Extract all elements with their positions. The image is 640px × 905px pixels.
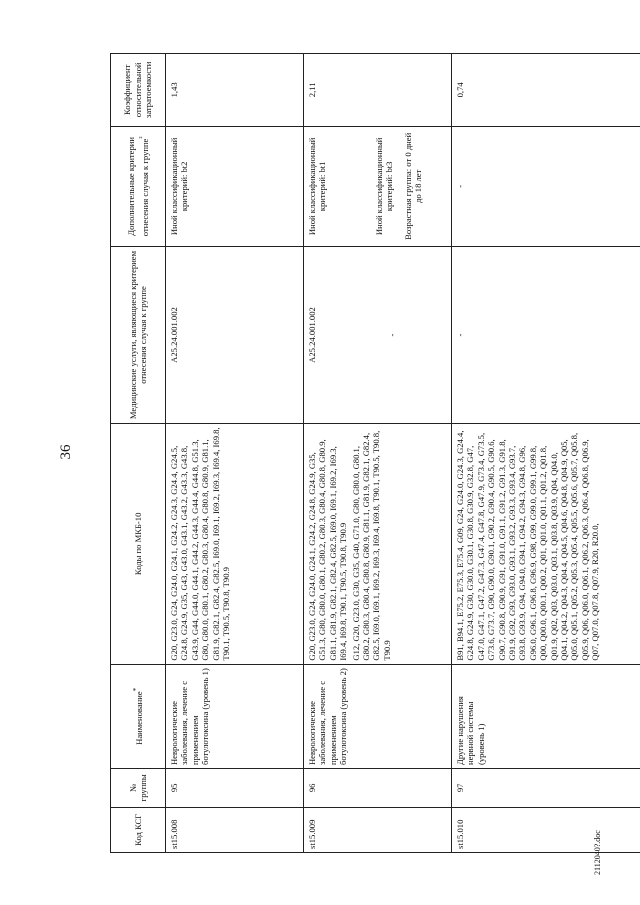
criteria-part-3: Возрастная группа: от 0 дней до 18 лет — [402, 132, 424, 240]
header-name — [111, 664, 166, 768]
cell-name: Другие нарушения нервной системы (уровень 1) — [452, 664, 640, 768]
page-number: 36 — [58, 444, 74, 460]
header-criteria-text: Дополнительные критерии отнесения случая к группе — [126, 137, 150, 237]
header-code: Код КСГ — [111, 807, 166, 852]
document-filename: 2112040?.doc — [593, 830, 602, 875]
table-header-row — [111, 54, 166, 853]
services-part-1: A25.24.001.002 — [307, 307, 317, 363]
table-row — [304, 54, 452, 853]
mkb-codes-part-1: G20, G23.0, G24, G24.0, G24.1, G24.2, G24.8, G24.9, G35, G51.3, G80, G80.0, G80.1, G80.2, G80.3, G80.4, G80.8, G80.9, G81.1, G81.9, G82.1, G82.4, G82.5, I69.0, I69.1, I69.2, I69.3, I69.4, I69.8, T90.1, T90.5, T90.8, T90.9 — [307, 439, 349, 661]
header-name-footnote-mark: * — [132, 687, 141, 692]
cell-name: Неврологические заболевания, лечение с применением ботулотоксина (уровень 1) — [166, 664, 304, 768]
criteria-part-1: Иной классификационный критерий: bt1 — [307, 137, 328, 236]
mkb-codes-part-2: G12, G20, G23.0, G30, G35, G40, G71.0, G80, G80.0, G80.1, G80.2, G80.3, G80.4, G80.8, G80.9, G81.1, G81.9, G82.1, G82.4, G82.5, I69.0, I69.1, I69.2, I69.3, I69.4, I69.8, T90.1, T90.5, T90.8, T90.9 — [350, 430, 392, 661]
cell-services — [304, 246, 452, 423]
cell-group-number: 97 — [452, 769, 640, 808]
cell-group-number: 96 — [304, 769, 452, 808]
ksg-table — [110, 53, 640, 853]
criteria-part-2: Иной классификационный критерий: bt3 — [373, 137, 395, 236]
cell-group-number: 95 — [166, 769, 304, 808]
cell-coefficient: 1,43 — [166, 54, 304, 127]
cell-mkb-codes: B91, B94.1, E75.2, E75.3, E75.4, G09, G24, G24.0, G24.3, G24.4, G24.8, G24.9, G30, G30.0, G30.1, G30.8, G30.9, G32.8, G47, G47.0, G47.1, G47.2, G47.3, G47.4, G47.8, G47.9, G73.4, G73.5, G73.6, G73.7, G90, G90.0, G90.1, G90.2, G90.4, G90.5, G90.6, G90.7, G90.8, G90.9, G91, G91.0, G91.1, G91.2, G91.3, G91.8, G91.9, G92, G93, G93.0, G93.1, G93.2, G93.3, G93.4, G93.7, G93.8, G93.9, G94, G94.0, G94.1, G94.2, G94.3, G94.8, G96, G96.0, G96.1, G96.8, G96.9, G98, G99, G99.0, G99.1, G99.8, Q00, Q00.0, Q00.1, Q00.2, Q01, Q01.0, Q01.1, Q01.2, Q01.8, Q01.9, Q02, Q03, Q03.0, Q03.1, Q03.8, Q03.9, Q04, Q04.0, Q04.1, Q04.2, Q04.3, Q04.4, Q04.5, Q04.6, Q04.8, Q04.9, Q05, Q05.0, Q05.1, Q05.2, Q05.3, Q05.4, Q05.5, Q05.6, Q05.7, Q05.8, Q05.9, Q06, Q06.0, Q06.1, Q06.2, Q06.3, Q06.4, Q06.8, Q06.9, Q07, Q07.0, Q07.8, Q07.9, R20, R20.0, — [452, 424, 640, 665]
header-group-number: № группы — [111, 769, 166, 808]
cell-services: A25.24.001.002 — [166, 246, 304, 423]
table-row — [452, 54, 640, 853]
header-criteria — [111, 126, 166, 246]
header-criteria-footnote-mark: ² — [137, 136, 146, 139]
header-mkb-codes: Коды по МКБ-10 — [111, 424, 166, 665]
services-part-2: - — [387, 333, 398, 337]
header-coefficient: Коэффициент относительной затратоемкости — [111, 54, 166, 127]
header-name-text: Наименование — [134, 691, 145, 745]
cell-coefficient: 2,11 — [304, 54, 452, 127]
header-services: Медицинские услуги, являющиеся критерием отнесения случая к группе — [111, 246, 166, 423]
table-row — [166, 54, 304, 853]
cell-mkb-codes: G20, G23.0, G24, G24.0, G24.1, G24.2, G24.3, G24.4, G24.5, G24.8, G24.9, G35, G43, G43.0, G43.1, G43.2, G43.3, G43.8, G43.9, G44, G44.0, G44.1, G44.2, G44.3, G44.4, G44.8, G51.3, G80, G80.0, G80.1, G80.2, G80.3, G80.4, G80.8, G80.9, G81.1, G81.9, G82.1, G82.4, G82.5, I69.0, I69.1, I69.2, I69.3, I69.4, I69.8, T90.1, T90.5, T90.8, T90.9 — [166, 424, 304, 665]
cell-criteria — [304, 126, 452, 246]
cell-criteria: Иной классификационный критерий: bt2 — [166, 126, 304, 246]
cell-ksg-code: st15.009 — [304, 807, 452, 852]
rotated-page — [40, 37, 602, 875]
cell-mkb-codes — [304, 424, 452, 665]
cell-coefficient: 0,74 — [452, 54, 640, 127]
cell-ksg-code: st15.008 — [166, 807, 304, 852]
cell-name: Неврологические заболевания, лечение с применением ботулотоксина (уровень 2) — [304, 664, 452, 768]
cell-ksg-code: st15.010 — [452, 807, 640, 852]
cell-services: - — [452, 246, 640, 423]
cell-criteria: - — [452, 126, 640, 246]
